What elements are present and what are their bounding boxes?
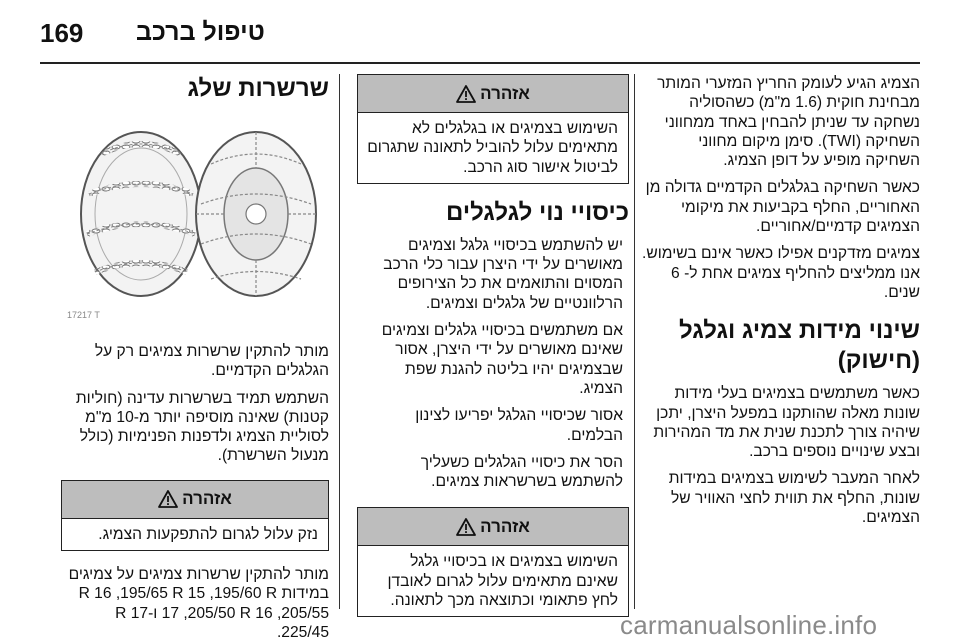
paragraph: השתמש תמיד בשרשרות עדינה (חוליות קטנות) שאינה מוסיפה יותר מ-10 מ"מ לסוליית הצמיג ולדפנות הפנימיות (כולל מנעול השרשרת). [75, 389, 329, 465]
warning-header [358, 75, 628, 113]
snow-chain-icon [61, 114, 329, 324]
paragraph: יש להשתמש בכיסויי גלגל וצמיגים מאושרים על ידי היצרן עבור כלי הרכב המסוים והתואמים את כל הצירופים הרלוונטיים של גלגלים וצמיגים. [383, 236, 623, 312]
column-middle [357, 74, 629, 631]
snow-chain-illustration [61, 114, 329, 324]
paragraph: צמיגים מזדקנים אפילו כאשר אינם בשימוש. אנו ממליצים להחליף צמיגים אחת ל- 6 שנים. [642, 245, 920, 301]
paragraph: מותר להתקין שרשרות צמיגים על צמיגים במידות R 16 ,195/65 R 15 ,195/60 R 17 ,205/50 R 16 ,205/55 ו-R 17 225/45. [68, 566, 329, 641]
paragraph: הסר את כיסויי הגלגלים כשעליך להשתמש בשרשראות צמיגים. [420, 453, 623, 491]
paragraph: כאשר השחיקה בגלגלים הקדמיים גדולה מן האחוריים, החלף בקביעות את מיקומי הצמיגים קדמיים/אחוריים. [645, 179, 920, 236]
heading-wheel-covers: כיסויי נוי לגלגלים [446, 198, 629, 226]
warning-title: אזהרה [182, 489, 232, 509]
paragraph: אסור שכיסויי הגלגל יפריעו לצינון הבלמים. [415, 407, 623, 444]
warning-header [358, 508, 628, 546]
warning-text: השימוש בצמיגים או בכיסויי גלגל שאינם מתאימים עלול לגרום לאובדן לחץ פתאומי וכתוצאה מכך לתאונה. [387, 553, 618, 610]
warning-text: נזק עלול לגרום להתפקעות הצמיג. [98, 525, 318, 543]
warning-box [61, 480, 329, 551]
paragraph: כאשר משתמשים בצמיגים בעלי מידות שונות מאלה שהותקנו במפעל היצרן, יתכן שיהיה צורך לתכנת שנית את מד המהירות ובצע שינויים נוספים ברכב. [653, 385, 920, 461]
warning-box [357, 74, 629, 184]
paragraph: הצמיג הגיע לעומק החריץ המזערי המותר מבחינת חוקית (1.6 מ"מ) כשהסוליה נשחקה עד שניתן להבחין באחד ממחווני השחיקה (TWI). סימן מיקום מחווני השחיקה מופיע על דופן הצמיג. [657, 75, 920, 170]
column-left [61, 74, 329, 642]
page-number: 169 [40, 18, 84, 48]
header-divider [40, 62, 920, 64]
watermark: carmanualsonline.info [620, 610, 878, 640]
paragraph: לאחר המעבר לשימוש בצמיגים במידות שונות, החלף את תווית לחצי האוויר של הצמיגים. [668, 470, 920, 527]
paragraph: מותר להתקין שרשרות צמיגים רק על הגלגלים הקדמיים. [94, 343, 329, 380]
warning-header [62, 481, 328, 519]
warning-text: השימוש בצמיגים או בגלגלים לא מתאימים עלול להוביל לתאונה שתגרום לביטול אישור סוג הרכב. [367, 120, 618, 176]
heading-snow-chains: שרשרות שלג [187, 75, 329, 102]
page-header [40, 14, 920, 50]
column-divider [634, 74, 635, 609]
column-right [640, 74, 920, 535]
paragraph: אם משתמשים בכיסויי גלגלים וצמיגים שאינם מאושרים על ידי היצרן, אסור שבצמיגים יהיו בליטה להגנת שפת הצמיג. [381, 322, 623, 397]
column-divider [339, 74, 340, 609]
warning-title: אזהרה [480, 516, 530, 536]
warning-box [357, 507, 629, 617]
warning-triangle-icon [456, 518, 476, 536]
warning-title: אזהרה [480, 83, 530, 103]
heading-tire-size-change: שינוי מידות צמיג וגלגל (חישוק) [678, 317, 920, 375]
section-title: טיפול ברכב [136, 18, 265, 46]
image-code: 17217 T [67, 310, 100, 320]
warning-triangle-icon [456, 85, 476, 103]
warning-triangle-icon [158, 490, 178, 508]
